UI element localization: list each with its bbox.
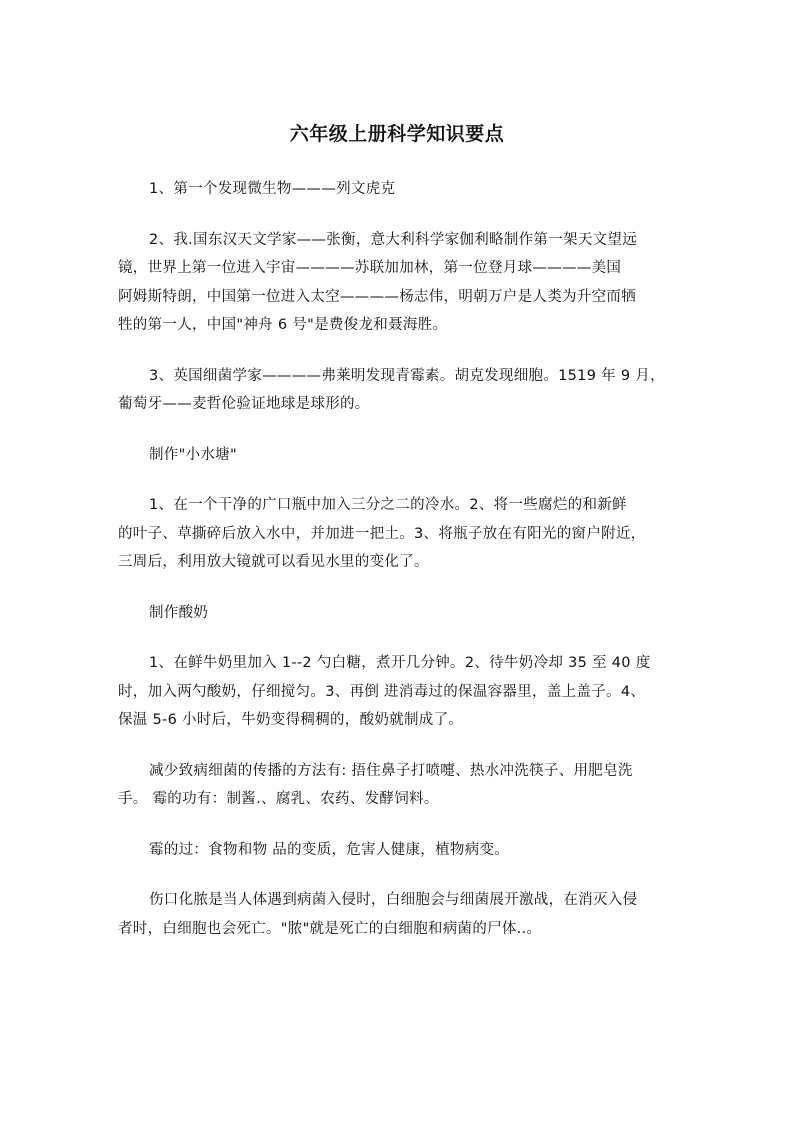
heading-pond	[118, 441, 690, 470]
text-line: 三周后，利用放大镜就可以看见水里的变化了。	[118, 554, 429, 570]
document-body	[118, 175, 690, 965]
paragraph-bacteria-prevention	[118, 757, 690, 814]
text-line: 的叶子、草撕碎后放入水中，并加进一把土。3、将瓶子放在有阳光的窗户附近，	[118, 525, 646, 542]
text-line: 阿姆斯特朗，中国第一位进入太空————杨志伟，明朝万户是人类为升空而牺	[118, 288, 636, 305]
text-line: 1、第一个发现微生物———列文虎克	[149, 181, 396, 197]
text-line: 1、在鲜牛奶里加入 1--2 勺白糖，煮开几分钟。2、待牛奶冷却 35 至 40 度	[149, 655, 651, 671]
text-line: 制作酸奶	[149, 604, 209, 621]
text-line: 手。 霉的功有：制酱.、腐乳、农药、发酵饲料。	[118, 791, 439, 807]
text-line: 时，加入两勺酸奶，仔细搅匀。3、再倒 进消毒过的保温容器里，盖上盖子。4、	[118, 683, 646, 700]
text-line: 牲的第一人，中国"神舟 6 号"是费俊龙和聂海胜。	[118, 317, 448, 333]
paragraph-yogurt-steps	[118, 649, 690, 735]
text-line: 减少致病细菌的传播的方法有: 捂住鼻子打喷嚏、热水冲洗筷子、用肥皂洗	[149, 762, 633, 779]
paragraph-first-microbe	[118, 175, 690, 204]
paragraph-penicillin	[118, 362, 690, 419]
paragraph-pond-steps	[118, 491, 690, 577]
text-line: 霉的过：食物和物 品的变质，危害人健康，植物病变。	[149, 841, 510, 858]
text-line: 1、在一个干净的广口瓶中加入三分之二的冷水。2、将一些腐烂的和新鲜	[149, 497, 627, 513]
paragraph-pus	[118, 886, 690, 943]
text-line: 保温 5-6 小时后，牛奶变得稠稠的，酸奶就制成了。	[118, 712, 464, 728]
text-line: 制作"小水塘"	[149, 446, 237, 463]
paragraph-mold-harm	[118, 836, 690, 865]
text-line: 镜，世界上第一位进入宇宙————苏联加加林，第一位登月球————美国	[118, 260, 622, 276]
text-line: 3、英国细菌学家————弗莱明发现青霉素。胡克发现细胞。1519 年 9 月，	[149, 367, 665, 384]
text-line: 伤口化脓是当人体遇到病菌入侵时，白细胞会与细菌展开激战，在消灭入侵	[149, 892, 638, 908]
document-title: 六年级上册科学知识要点	[289, 123, 505, 145]
text-line: 2、我.国东汉天文学家——张衡，意大利科学家伽利略制作第一架天文望远	[149, 231, 638, 248]
text-line: 者时，白细胞也会死亡。"脓"就是死亡的白细胞和病菌的尸体..。	[118, 920, 542, 937]
paragraph-astronomers	[118, 226, 690, 340]
heading-yogurt	[118, 599, 690, 628]
text-line: 葡萄牙——麦哲伦验证地球是球形的。	[118, 396, 370, 412]
